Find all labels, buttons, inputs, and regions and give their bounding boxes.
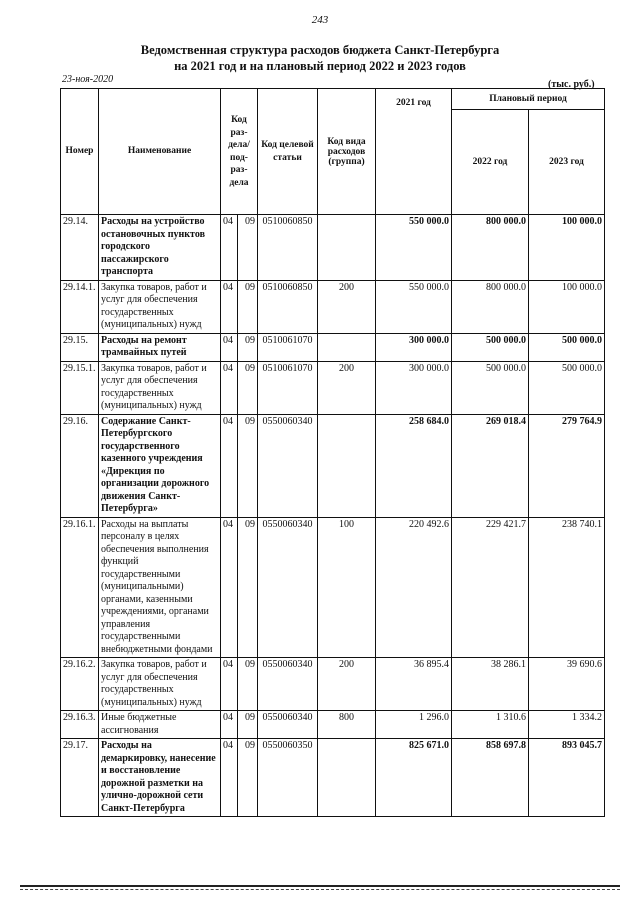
row-2023: 279 764.9 — [529, 414, 605, 517]
row-number: 29.16.1. — [61, 517, 99, 658]
table-row — [61, 361, 605, 414]
row-number: 29.17. — [61, 739, 99, 817]
row-2023: 100 000.0 — [529, 280, 605, 333]
col-header-target: Код целевой статьи — [258, 89, 318, 215]
row-name: Расходы на выплаты персоналу в целях обеспечения выполнения функций государственными (муниципальными) органами, казенными учреждениями, органами управления государственными внебюджетными фондами — [99, 517, 221, 658]
row-subsection: 09 — [238, 711, 258, 739]
row-name: Расходы на устройство остановочных пунктов городского пассажирского транспорта — [99, 215, 221, 281]
budget-table — [60, 88, 605, 817]
footer-divider-dashed — [20, 889, 620, 890]
table-row — [61, 711, 605, 739]
row-target: 0510061070 — [258, 333, 318, 361]
row-2023: 500 000.0 — [529, 361, 605, 414]
row-number: 29.16.2. — [61, 658, 99, 711]
row-subsection: 09 — [238, 215, 258, 281]
table-row — [61, 215, 605, 281]
row-expense-type — [318, 333, 376, 361]
col-header-expense-type: Код вида расходов (группа) — [318, 89, 376, 215]
row-section: 04 — [221, 414, 238, 517]
table-row — [61, 280, 605, 333]
row-name: Закупка товаров, работ и услуг для обеспечения государственных (муниципальных) нужд — [99, 658, 221, 711]
row-2022: 800 000.0 — [452, 215, 529, 281]
row-2021: 825 671.0 — [376, 739, 452, 817]
title-line-1: Ведомственная структура расходов бюджета Санкт-Петербурга — [140, 43, 500, 57]
row-2022: 858 697.8 — [452, 739, 529, 817]
row-expense-type: 200 — [318, 658, 376, 711]
row-2023: 893 045.7 — [529, 739, 605, 817]
footer-divider — [20, 885, 620, 887]
row-name: Закупка товаров, работ и услуг для обеспечения государственных (муниципальных) нужд — [99, 361, 221, 414]
row-target: 0550060340 — [258, 658, 318, 711]
row-2021: 36 895.4 — [376, 658, 452, 711]
row-expense-type: 100 — [318, 517, 376, 658]
row-target: 0550060340 — [258, 711, 318, 739]
row-number: 29.14. — [61, 215, 99, 281]
table-row — [61, 414, 605, 517]
page-number: 243 — [311, 14, 329, 26]
col-header-2022: 2022 год — [452, 110, 529, 215]
row-expense-type: 200 — [318, 361, 376, 414]
row-section: 04 — [221, 739, 238, 817]
row-number: 29.16. — [61, 414, 99, 517]
row-target: 0510061070 — [258, 361, 318, 414]
row-section: 04 — [221, 658, 238, 711]
row-2021: 300 000.0 — [376, 361, 452, 414]
row-target: 0510060850 — [258, 280, 318, 333]
row-2021: 550 000.0 — [376, 280, 452, 333]
row-name: Расходы на демаркировку, нанесение и восстановление дорожной разметки на улично-дорожной сети Санкт-Петербурга — [99, 739, 221, 817]
row-2021: 1 296.0 — [376, 711, 452, 739]
document-date: 23-ноя-2020 — [62, 74, 114, 85]
row-section: 04 — [221, 280, 238, 333]
col-header-number: Номер — [61, 89, 99, 215]
row-2023: 238 740.1 — [529, 517, 605, 658]
row-expense-type: 200 — [318, 280, 376, 333]
row-2022: 269 018.4 — [452, 414, 529, 517]
row-section: 04 — [221, 215, 238, 281]
row-section: 04 — [221, 711, 238, 739]
row-2022: 800 000.0 — [452, 280, 529, 333]
title-line-2: на 2021 год и на плановый период 2022 и 2023 годов — [174, 59, 466, 73]
col-header-name: Наименование — [99, 89, 221, 215]
row-name: Содержание Санкт-Петербургского государственного казенного учреждения «Дирекция по организации дорожного движения Санкт-Петербурга» — [99, 414, 221, 517]
row-section: 04 — [221, 517, 238, 658]
row-target: 0550060350 — [258, 739, 318, 817]
row-name: Закупка товаров, работ и услуг для обеспечения государственных (муниципальных) нужд — [99, 280, 221, 333]
row-2021: 258 684.0 — [376, 414, 452, 517]
row-subsection: 09 — [238, 739, 258, 817]
row-2023: 1 334.2 — [529, 711, 605, 739]
document-title — [0, 42, 640, 74]
row-subsection: 09 — [238, 658, 258, 711]
col-header-2021: 2021 год — [376, 89, 452, 215]
row-subsection: 09 — [238, 280, 258, 333]
row-2021: 550 000.0 — [376, 215, 452, 281]
col-header-section: Код раз-дела/под-раз-дела — [221, 89, 258, 215]
row-target: 0510060850 — [258, 215, 318, 281]
row-number: 29.16.3. — [61, 711, 99, 739]
units-label: (тыс. руб.) — [548, 79, 595, 90]
row-expense-type — [318, 215, 376, 281]
row-2021: 220 492.6 — [376, 517, 452, 658]
table-row — [61, 739, 605, 817]
row-2023: 100 000.0 — [529, 215, 605, 281]
col-header-plan-period: Плановый период — [452, 89, 605, 110]
row-number: 29.15.1. — [61, 361, 99, 414]
row-target: 0550060340 — [258, 414, 318, 517]
row-number: 29.15. — [61, 333, 99, 361]
row-2022: 500 000.0 — [452, 361, 529, 414]
row-expense-type: 800 — [318, 711, 376, 739]
row-subsection: 09 — [238, 361, 258, 414]
row-2023: 500 000.0 — [529, 333, 605, 361]
row-number: 29.14.1. — [61, 280, 99, 333]
row-expense-type — [318, 414, 376, 517]
row-2022: 1 310.6 — [452, 711, 529, 739]
col-header-2023: 2023 год — [529, 110, 605, 215]
row-2022: 38 286.1 — [452, 658, 529, 711]
row-2023: 39 690.6 — [529, 658, 605, 711]
row-section: 04 — [221, 333, 238, 361]
row-subsection: 09 — [238, 517, 258, 658]
row-name: Иные бюджетные ассигнования — [99, 711, 221, 739]
table-row — [61, 517, 605, 658]
row-name: Расходы на ремонт трамвайных путей — [99, 333, 221, 361]
table-row — [61, 333, 605, 361]
row-2022: 500 000.0 — [452, 333, 529, 361]
table-row — [61, 658, 605, 711]
row-section: 04 — [221, 361, 238, 414]
row-expense-type — [318, 739, 376, 817]
row-subsection: 09 — [238, 414, 258, 517]
row-target: 0550060340 — [258, 517, 318, 658]
row-subsection: 09 — [238, 333, 258, 361]
row-2021: 300 000.0 — [376, 333, 452, 361]
row-2022: 229 421.7 — [452, 517, 529, 658]
